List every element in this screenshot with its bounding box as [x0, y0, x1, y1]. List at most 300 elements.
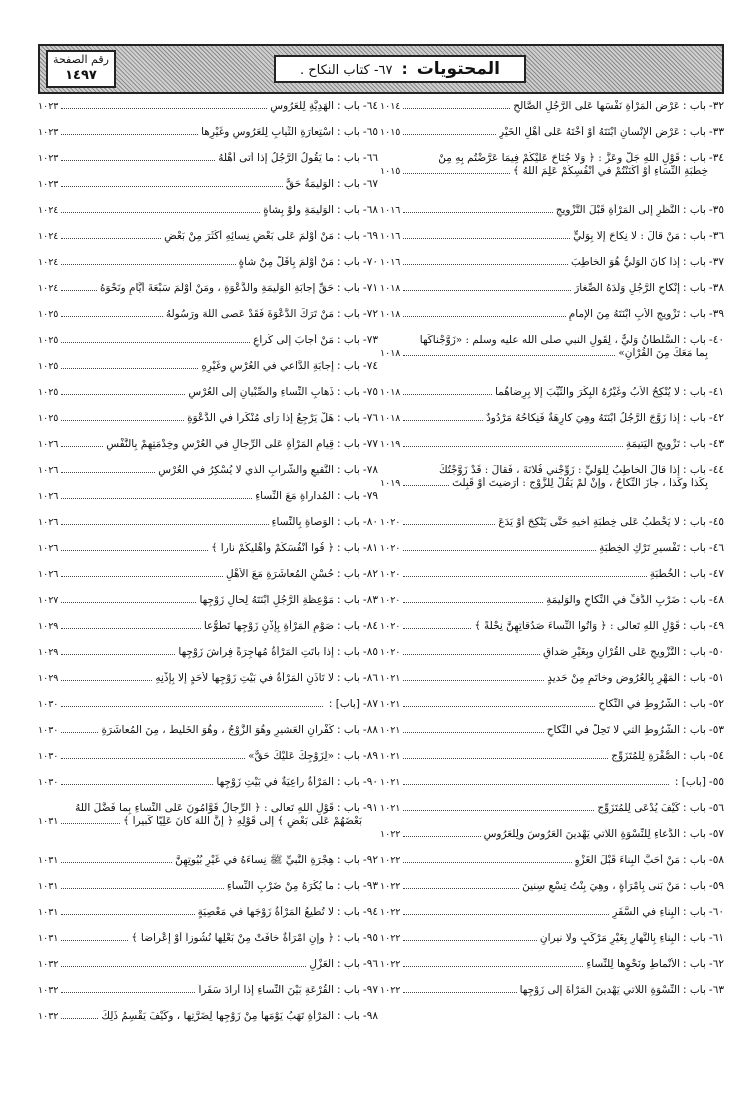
toc-entry-number: ٩٠ [366, 776, 378, 788]
toc-entry-line [38, 204, 378, 217]
toc-entry-number: ٦١ [712, 932, 724, 944]
page-number-label: رقم الصفحة [53, 53, 109, 66]
toc-entry-title: تَفْسيرِ تَرْكِ الخِطْبَةِ [599, 542, 681, 554]
toc-entry-dash: - [708, 386, 713, 398]
toc-entry-dash: - [708, 854, 713, 866]
toc-entry-title: بِما مَعَكَ مِنَ القُرْآنِ» [618, 347, 708, 359]
toc-entry-dash: - [708, 412, 713, 424]
toc-entry-title: العَزْلِ [309, 958, 335, 970]
toc-entry-line [38, 568, 378, 581]
toc-entry [380, 672, 724, 698]
toc-entry [38, 152, 378, 178]
toc-entry-number: ٣٨ [712, 282, 724, 294]
toc-entry-dash: - [362, 854, 367, 866]
toc-entry-label: [باب] : [328, 698, 360, 710]
toc-entry-leader [403, 212, 552, 213]
toc-entry-dash: - [708, 750, 713, 762]
toc-entry-page: ١٠١٨ [380, 348, 401, 359]
toc-entry-page: ١٠٢٣ [38, 179, 59, 190]
toc-entry-leader [403, 888, 519, 889]
toc-entry-line [380, 776, 724, 789]
header-subtitle: ٦٧- كتاب النكاح . [299, 63, 393, 78]
toc-entry-dash: - [708, 646, 713, 658]
toc-entry-title: لا تَأذَنِ المَرْأةُ في بَيْتِ زَوْجِها لأحَدٍ إلا بِإذْنِهِ [155, 672, 335, 684]
toc-entry-number: ٣٩ [712, 308, 724, 320]
toc-entry-page: ١٠١٥ [380, 127, 401, 138]
toc-entry-page: ١٠٢٦ [38, 465, 59, 476]
toc-column-left [38, 100, 378, 1036]
toc-entry-page: ١٠٢٠ [380, 647, 401, 658]
toc-entry-label: باب : [683, 620, 706, 632]
toc-entry-dash: - [362, 490, 367, 502]
toc-entry-label: باب : [683, 958, 706, 970]
toc-entry-label: باب : [337, 386, 360, 398]
toc-entry-dash: - [362, 1010, 367, 1022]
toc-entry-label: باب : [337, 802, 360, 814]
toc-entry-label: باب : [337, 672, 360, 684]
toc-entry-title: البِناءِ في السَّفَرِ [612, 906, 681, 918]
toc-entry-number: ٥٨ [712, 854, 724, 866]
toc-entry-dash: - [362, 594, 367, 606]
toc-entry-line [380, 100, 724, 113]
toc-entry-page: ١٠٢٥ [38, 361, 59, 372]
toc-entry-dash: - [362, 412, 367, 424]
toc-entry-dash: - [708, 672, 713, 684]
toc-entry-label: باب : [337, 880, 360, 892]
toc-entry-dash: - [362, 230, 367, 242]
toc-entry-label: باب : [683, 698, 706, 710]
toc-entry-leader [61, 550, 208, 551]
toc-entry-label: باب : [337, 646, 360, 658]
toc-entry-dash: - [708, 230, 713, 242]
toc-entry-leader [403, 264, 568, 265]
toc-entry-number: ٥١ [712, 672, 724, 684]
toc-entry-page: ١٠٢١ [380, 751, 401, 762]
toc-entry [38, 464, 378, 490]
toc-entry-line [380, 932, 724, 945]
toc-entry-leader [403, 238, 570, 239]
toc-entry-dash: - [708, 828, 713, 840]
toc-entry-label: باب : [337, 958, 360, 970]
toc-entry-line [380, 464, 724, 477]
toc-entry-title: الوَليمَةِ ولَوْ بِشاةٍ [263, 204, 335, 216]
toc-entry-label: باب : [337, 230, 360, 242]
toc-entry-page: ١٠٢٤ [38, 231, 59, 242]
toc-entry-dash: - [708, 282, 713, 294]
toc-entry-line [380, 477, 724, 490]
toc-entry-line [38, 1010, 378, 1023]
toc-entry-line [380, 750, 724, 763]
toc-entry-label: باب : [337, 126, 360, 138]
toc-entry-page: ١٠٣١ [38, 907, 59, 918]
toc-entry [380, 906, 724, 932]
toc-entry-title: ما يَقُولُ الرَّجُلُ إذا أتى أهْلَهُ [218, 152, 335, 164]
toc-entry-line [38, 854, 378, 867]
toc-entry-dash: - [362, 698, 367, 710]
toc-entry-number: ٨٥ [366, 646, 378, 658]
toc-entry [38, 568, 378, 594]
toc-entry-title: النِّسْوَةِ اللاتي يَهْدينَ المَرْأةَ إلى زَوْجِها [519, 984, 681, 996]
toc-entry-label: باب : [337, 204, 360, 216]
toc-entry-leader [61, 940, 128, 941]
toc-entry-number: ٣٣ [712, 126, 724, 138]
toc-entry-line [38, 724, 378, 737]
toc-entry-title: المَرْأةِ تَهَبُ يَوْمَها مِنْ زَوْجِها لِضَرَّتِها ، وكَيْفَ يَقْسِمُ ذَلِكَ [101, 1010, 335, 1022]
toc-entry [380, 542, 724, 568]
toc-entry-dash: - [362, 386, 367, 398]
toc-entry [380, 776, 724, 802]
toc-entry [38, 282, 378, 308]
toc-entry-dash: - [708, 334, 713, 346]
toc-entry [380, 750, 724, 776]
toc-entry-title: حُسْنِ المُعاشَرَةِ مَعَ الأهْلِ [226, 568, 335, 580]
toc-entry-label: باب : [337, 620, 360, 632]
toc-entry-dash: - [362, 438, 367, 450]
toc-entry [380, 204, 724, 230]
toc-entry-number: ٥٢ [712, 698, 724, 710]
toc-entry-number: ٦٠ [712, 906, 724, 918]
toc-entry-label: باب : [337, 256, 360, 268]
toc-entry-dash: - [708, 308, 713, 320]
toc-entry-line [380, 542, 724, 555]
toc-entry [38, 542, 378, 568]
toc-entry-leader [403, 446, 622, 447]
toc-entry-title: ﴿ قُوا أنْفُسَكُمْ وأهْليكُمْ ناراً ﴾ [211, 542, 335, 554]
toc-entry-line [380, 724, 724, 737]
toc-entry-leader [61, 420, 184, 421]
toc-entry-label: باب : [337, 776, 360, 788]
toc-entry-page: ١٠٣٢ [38, 1011, 59, 1022]
toc-entry-line [38, 230, 378, 243]
page-number: ١٤٩٧ [65, 68, 97, 83]
toc-entry-number: ٣٦ [712, 230, 724, 242]
toc-entry-page: ١٠٢٢ [380, 855, 401, 866]
toc-entry-label: باب : [337, 932, 360, 944]
toc-entry [38, 230, 378, 256]
toc-entry-line [380, 568, 724, 581]
toc-entry-page: ١٠٢٥ [38, 309, 59, 320]
toc-entry-number: ٧٤ [366, 360, 378, 372]
toc-entry-number: ٧٣ [366, 334, 378, 346]
toc-entry-label: باب : [683, 906, 706, 918]
toc-entry [38, 880, 378, 906]
toc-entry-label: باب : [337, 334, 360, 346]
toc-entry-leader [403, 966, 583, 967]
toc-entry-line [380, 386, 724, 399]
toc-entry-title: مَنْ أوْلَمَ عَلى بَعْضِ نِسائِهِ أكْثَرَ مِنْ بَعْضٍ [164, 230, 335, 242]
toc-entry-page: ١٠٢١ [380, 699, 401, 710]
toc-entry [38, 334, 378, 360]
toc-entry [38, 854, 378, 880]
toc-entry [380, 984, 724, 1010]
toc-entry-page: ١٠١٨ [380, 309, 401, 320]
toc-entry-number: ٨١ [366, 542, 378, 554]
toc-entry-page: ١٠٢١ [380, 725, 401, 736]
toc-entry-title: إنْكاحِ الرَّجُلِ وَلَدَهُ الصِّغارَ [574, 282, 681, 294]
toc-entry-label: باب : [337, 100, 360, 112]
toc-entry [38, 932, 378, 958]
toc-entry-title: هِجْرَةِ النَّبيِّ ﷺ نِساءَهُ في غَيْرِ بُيُوتِهِنَّ [175, 854, 335, 866]
toc-entry-page: ١٠٣١ [38, 855, 59, 866]
toc-entry-dash: - [708, 152, 713, 164]
toc-entry-label: باب : [683, 334, 706, 346]
toc-column-right [380, 100, 724, 1010]
toc-entry-page: ١٠٢٢ [380, 829, 401, 840]
toc-entry-label: باب : [337, 308, 360, 320]
toc-entry [380, 282, 724, 308]
toc-entry-dash: - [362, 958, 367, 970]
toc-entry-number: ٩٨ [366, 1010, 378, 1022]
toc-entry [380, 698, 724, 724]
toc-entry-dash: - [708, 932, 713, 944]
toc-entry-leader [403, 784, 668, 785]
toc-entry-label: باب : [683, 672, 706, 684]
toc-entry-leader [61, 160, 215, 161]
toc-entry-leader [403, 524, 495, 525]
toc-entry-leader [403, 654, 540, 655]
toc-entry-leader [403, 758, 608, 759]
toc-entry-label: باب : [337, 438, 360, 450]
toc-entry-page: ١٠٢٠ [380, 517, 401, 528]
toc-entry-leader [403, 394, 492, 395]
toc-entry-dash: - [708, 464, 713, 476]
toc-entry-label: باب : [337, 906, 360, 918]
toc-entry [380, 932, 724, 958]
toc-entry-page: ١٠٢٢ [380, 933, 401, 944]
toc-entry-line [380, 698, 724, 711]
toc-entry-label: باب : [683, 932, 706, 944]
toc-entry-number: ٨٦ [366, 672, 378, 684]
toc-entry-line [380, 594, 724, 607]
toc-entry-title: ضَرْبِ الدُّفِّ في النِّكاحِ والوَليمَةِ [546, 594, 681, 606]
toc-entry-title: الدُّعاءِ لِلنِّسْوَةِ اللاتي يَهْدينَ العَرُوسَ ولِلْعَرُوسِ [483, 828, 681, 840]
toc-entry-title: إذا كانَ الوَليُّ هُوَ الخاطِبَ [571, 256, 681, 268]
toc-entry-dash: - [362, 256, 367, 268]
toc-entry-number: ٤٤ [712, 464, 724, 476]
toc-entry-page: ١٠٢٤ [38, 283, 59, 294]
toc-entry-line [380, 802, 724, 815]
toc-entry-label: باب : [337, 464, 360, 476]
toc-entry [380, 594, 724, 620]
toc-entry-leader [403, 420, 483, 421]
toc-entry-number: ٨٣ [366, 594, 378, 606]
toc-entry-number: ٣٧ [712, 256, 724, 268]
toc-entry-number: ٨٤ [366, 620, 378, 632]
toc-entry-leader [61, 680, 152, 681]
toc-entry [38, 126, 378, 152]
toc-entry-title: خِطْبَةِ النِّسَاءِ أوْ أكْنَنْتُمْ في أنْفُسِكُمْ عَلِمَ اللهُ ﴾ [513, 165, 708, 177]
toc-entry-title: الشُّرُوطِ في النِّكاحِ [598, 698, 681, 710]
toc-entry-leader [61, 186, 282, 187]
toc-entry-leader [61, 576, 223, 577]
toc-entry-label: باب : [337, 516, 360, 528]
toc-entry-page: ١٠٢٠ [380, 543, 401, 554]
toc-entry-line [38, 178, 378, 191]
toc-entry-line [380, 230, 724, 243]
toc-entry-title: قَوْلِ اللهِ تَعالى : ﴿ الرِّجالُ قَوَّامُونَ عَلى النِّساءِ بِما فَضَّلَ اللهُ [75, 802, 335, 814]
toc-entry-title: مَنْ بَنى بِامْرَأةٍ ، وهِيَ بِنْتُ تِسْعِ سِنينَ [522, 880, 681, 892]
toc-entry-number: ٤٠ [712, 334, 724, 346]
toc-entry-title: هَلْ يَرْجِعُ إذا رَأى مُنْكَراً في الدَّعْوَةِ [187, 412, 335, 424]
toc-entry-label: باب : [337, 1010, 360, 1022]
toc-entry [380, 802, 724, 828]
toc-entry-number: ٦٩ [366, 230, 378, 242]
toc-entry-number: ٩٤ [366, 906, 378, 918]
toc-entry-line [380, 165, 724, 178]
toc-entry [380, 152, 724, 204]
toc-entry-leader [403, 914, 609, 915]
toc-entry-page: ١٠٢٦ [38, 439, 59, 450]
toc-entry-leader [61, 823, 120, 824]
toc-entry-line [380, 984, 724, 997]
toc-entry-line [38, 412, 378, 425]
toc-entry-page: ١٠٣١ [38, 816, 59, 827]
toc-entry-label: باب : [337, 542, 360, 554]
toc-entry-label: باب : [683, 880, 706, 892]
toc-entry-label: باب : [683, 412, 706, 424]
toc-entry-label: باب : [337, 854, 360, 866]
toc-entry-number: ٧٢ [366, 308, 378, 320]
toc-entry-dash: - [362, 360, 367, 372]
toc-entry-number: ٥٣ [712, 724, 724, 736]
toc-entry-number: ٦٤ [366, 100, 378, 112]
toc-entry [38, 724, 378, 750]
toc-entry-title: مَنْ تَرَكَ الدَّعْوَةَ فَقَدْ عَصى اللهَ ورَسُولَهُ [165, 308, 335, 320]
toc-entry-title: الأنْماطِ ونَحْوِها لِلنِّساءِ [586, 958, 681, 970]
toc-entry-dash: - [708, 880, 713, 892]
toc-entry [38, 256, 378, 282]
page-header [38, 44, 724, 94]
toc-entry-title: قَوْلِ اللهِ تَعالى : ﴿ وَآتُوا النِّساءَ صَدُقاتِهِنَّ نِحْلَةً ﴾ [474, 620, 681, 632]
toc-entry-number: ٤٧ [712, 568, 724, 580]
toc-entry-title: إجابَةِ الدَّاعي في العُرْسِ وغَيْرِهِ [201, 360, 335, 372]
toc-entry-line [380, 646, 724, 659]
toc-entry-label: باب : [337, 412, 360, 424]
toc-entry-label: باب : [683, 386, 706, 398]
toc-entry-line [380, 828, 724, 841]
toc-entry-page: ١٠١٨ [380, 283, 401, 294]
toc-entry [38, 984, 378, 1010]
toc-entry-title: تَزْويجِ الأبِ ابْنَتَهُ مِنَ الإمامِ [568, 308, 681, 320]
toc-entry-label: باب : [683, 646, 706, 658]
toc-entry-title: القُرْعَةِ بَيْنَ النِّساءِ إذا أرادَ سَفَراً [198, 984, 335, 996]
toc-entry-leader [61, 524, 268, 525]
toc-entry-leader [61, 914, 194, 915]
toc-entry-page: ١٠١٦ [380, 257, 401, 268]
toc-entry-page: ١٠٢٢ [380, 907, 401, 918]
toc-entry [38, 516, 378, 542]
toc-entry-leader [61, 342, 250, 343]
toc-entry-dash: - [708, 438, 713, 450]
toc-entry-dash: - [362, 776, 367, 788]
toc-entry-dash: - [362, 672, 367, 684]
toc-entry-page: ١٠٢٢ [380, 881, 401, 892]
toc-entry-page: ١٠١٨ [380, 413, 401, 424]
toc-entry-dash: - [362, 178, 367, 190]
toc-entry-page: ١٠٢٣ [38, 153, 59, 164]
toc-entry [38, 672, 378, 698]
toc-entry-title: ذَهابِ النِّساءِ والصِّبْيانِ إلى العُرْسِ [188, 386, 335, 398]
toc-entry-label: باب : [683, 230, 706, 242]
toc-entry-page: ١٠٢٠ [380, 621, 401, 632]
toc-entry [38, 204, 378, 230]
toc-entry-label: باب : [337, 594, 360, 606]
toc-entry-dash: - [708, 516, 713, 528]
toc-entry-dash: - [362, 984, 367, 996]
toc-entry-title: عَرْضِ الإِنْسانِ ابْنَتَهُ أوْ أخْتَهُ عَلى أهْلِ الخَيْرِ [499, 126, 681, 138]
toc-entry-line [38, 516, 378, 529]
toc-entry-title: مَنْ أجابَ إلى كُراعٍ [253, 334, 335, 346]
toc-entry [38, 308, 378, 334]
toc-entry-page: ١٠٢٤ [38, 257, 59, 268]
toc-entry-leader [403, 628, 471, 629]
toc-entry-dash: - [362, 516, 367, 528]
toc-entry-number: ٥٧ [712, 828, 724, 840]
toc-entry-dash: - [362, 308, 367, 320]
toc-entry-leader [61, 394, 185, 395]
toc-entry-title: كُفْرانِ العَشيرِ وهُوَ الزَّوْجُ ، وهُوَ الخَليطُ ، مِنَ المُعاشَرَةِ [101, 724, 335, 736]
toc-entry-page: ١٠٢٠ [380, 595, 401, 606]
toc-entry-title: مَنْ قالَ : لا نِكاحَ إلا بِوَليٍّ [573, 230, 681, 242]
toc-entry-number: ٨٩ [366, 750, 378, 762]
toc-entry-page: ١٠٣٢ [38, 959, 59, 970]
toc-entry-number: ٤١ [712, 386, 724, 398]
toc-entry-label: باب : [683, 568, 706, 580]
toc-entry [380, 386, 724, 412]
toc-entry-label: باب : [683, 126, 706, 138]
toc-entry-number: ٧٨ [366, 464, 378, 476]
toc-entry-label: باب : [337, 984, 360, 996]
toc-entry-line [38, 932, 378, 945]
toc-entry-title: مَنْ أحَبَّ البِناءَ قَبْلَ الغَزْوِ [574, 854, 681, 866]
toc-entry [38, 386, 378, 412]
toc-entry-leader [61, 238, 161, 239]
toc-entry-page: ١٠٣٠ [38, 777, 59, 788]
toc-entry-dash: - [708, 958, 713, 970]
toc-entry-label: باب : [683, 984, 706, 996]
toc-entry-leader [403, 134, 496, 135]
toc-entry-title: قَوْلِ اللهِ جَلَّ وعَزَّ : ﴿ وَلا جُنَاحَ عَلَيْكُمْ فِيمَا عَرَّضْتُم بِهِ مِنْ [438, 152, 681, 164]
toc-entry-title: إذا باتَتِ المَرْأةُ مُهاجِرَةً فِراشَ زَوْجِها [178, 646, 335, 658]
toc-entry-dash: - [362, 100, 367, 112]
toc-entry-label: باب : [683, 854, 706, 866]
toc-entry-leader [403, 173, 510, 174]
toc-entry-leader [61, 732, 98, 733]
toc-entry-page: ١٠٢٣ [38, 101, 59, 112]
toc-entry-leader [61, 212, 260, 213]
toc-entry [380, 100, 724, 126]
toc-entry-page: ١٠٣٢ [38, 985, 59, 996]
toc-entry-number: ٨٢ [366, 568, 378, 580]
toc-entry-page: ١٠٢٦ [38, 543, 59, 554]
toc-entry-dash: - [362, 802, 367, 814]
toc-entry-page: ١٠٢١ [380, 673, 401, 684]
toc-entry-leader [61, 602, 196, 603]
toc-entry-label: باب : [683, 152, 706, 164]
toc-entry-dash: - [362, 646, 367, 658]
toc-entry-title: إذا قالَ الخاطِبُ لِلْوَليِّ : زَوِّجْني فُلانَةَ ، فَقالَ : قَدْ زَوَّجْتُكَ [438, 464, 681, 476]
toc-entry-leader [403, 550, 596, 551]
toc-entry [380, 308, 724, 334]
toc-entry-dash: - [708, 984, 713, 996]
toc-entry-dash: - [362, 750, 367, 762]
toc-entry-number: ٤٨ [712, 594, 724, 606]
toc-entry-number: ٨٨ [366, 724, 378, 736]
toc-entry-title: لا يُنْكِحُ الأبُ وغَيْرُهُ البِكْرَ والثَّيِّبَ إلا بِرِضاهُما [494, 386, 681, 398]
toc-entry-line [380, 334, 724, 347]
toc-entry-line [38, 594, 378, 607]
toc-entry-title: المَهْرِ بِالعُرُوضِ وخاتَمٍ مِنْ حَديدٍ [547, 672, 681, 684]
